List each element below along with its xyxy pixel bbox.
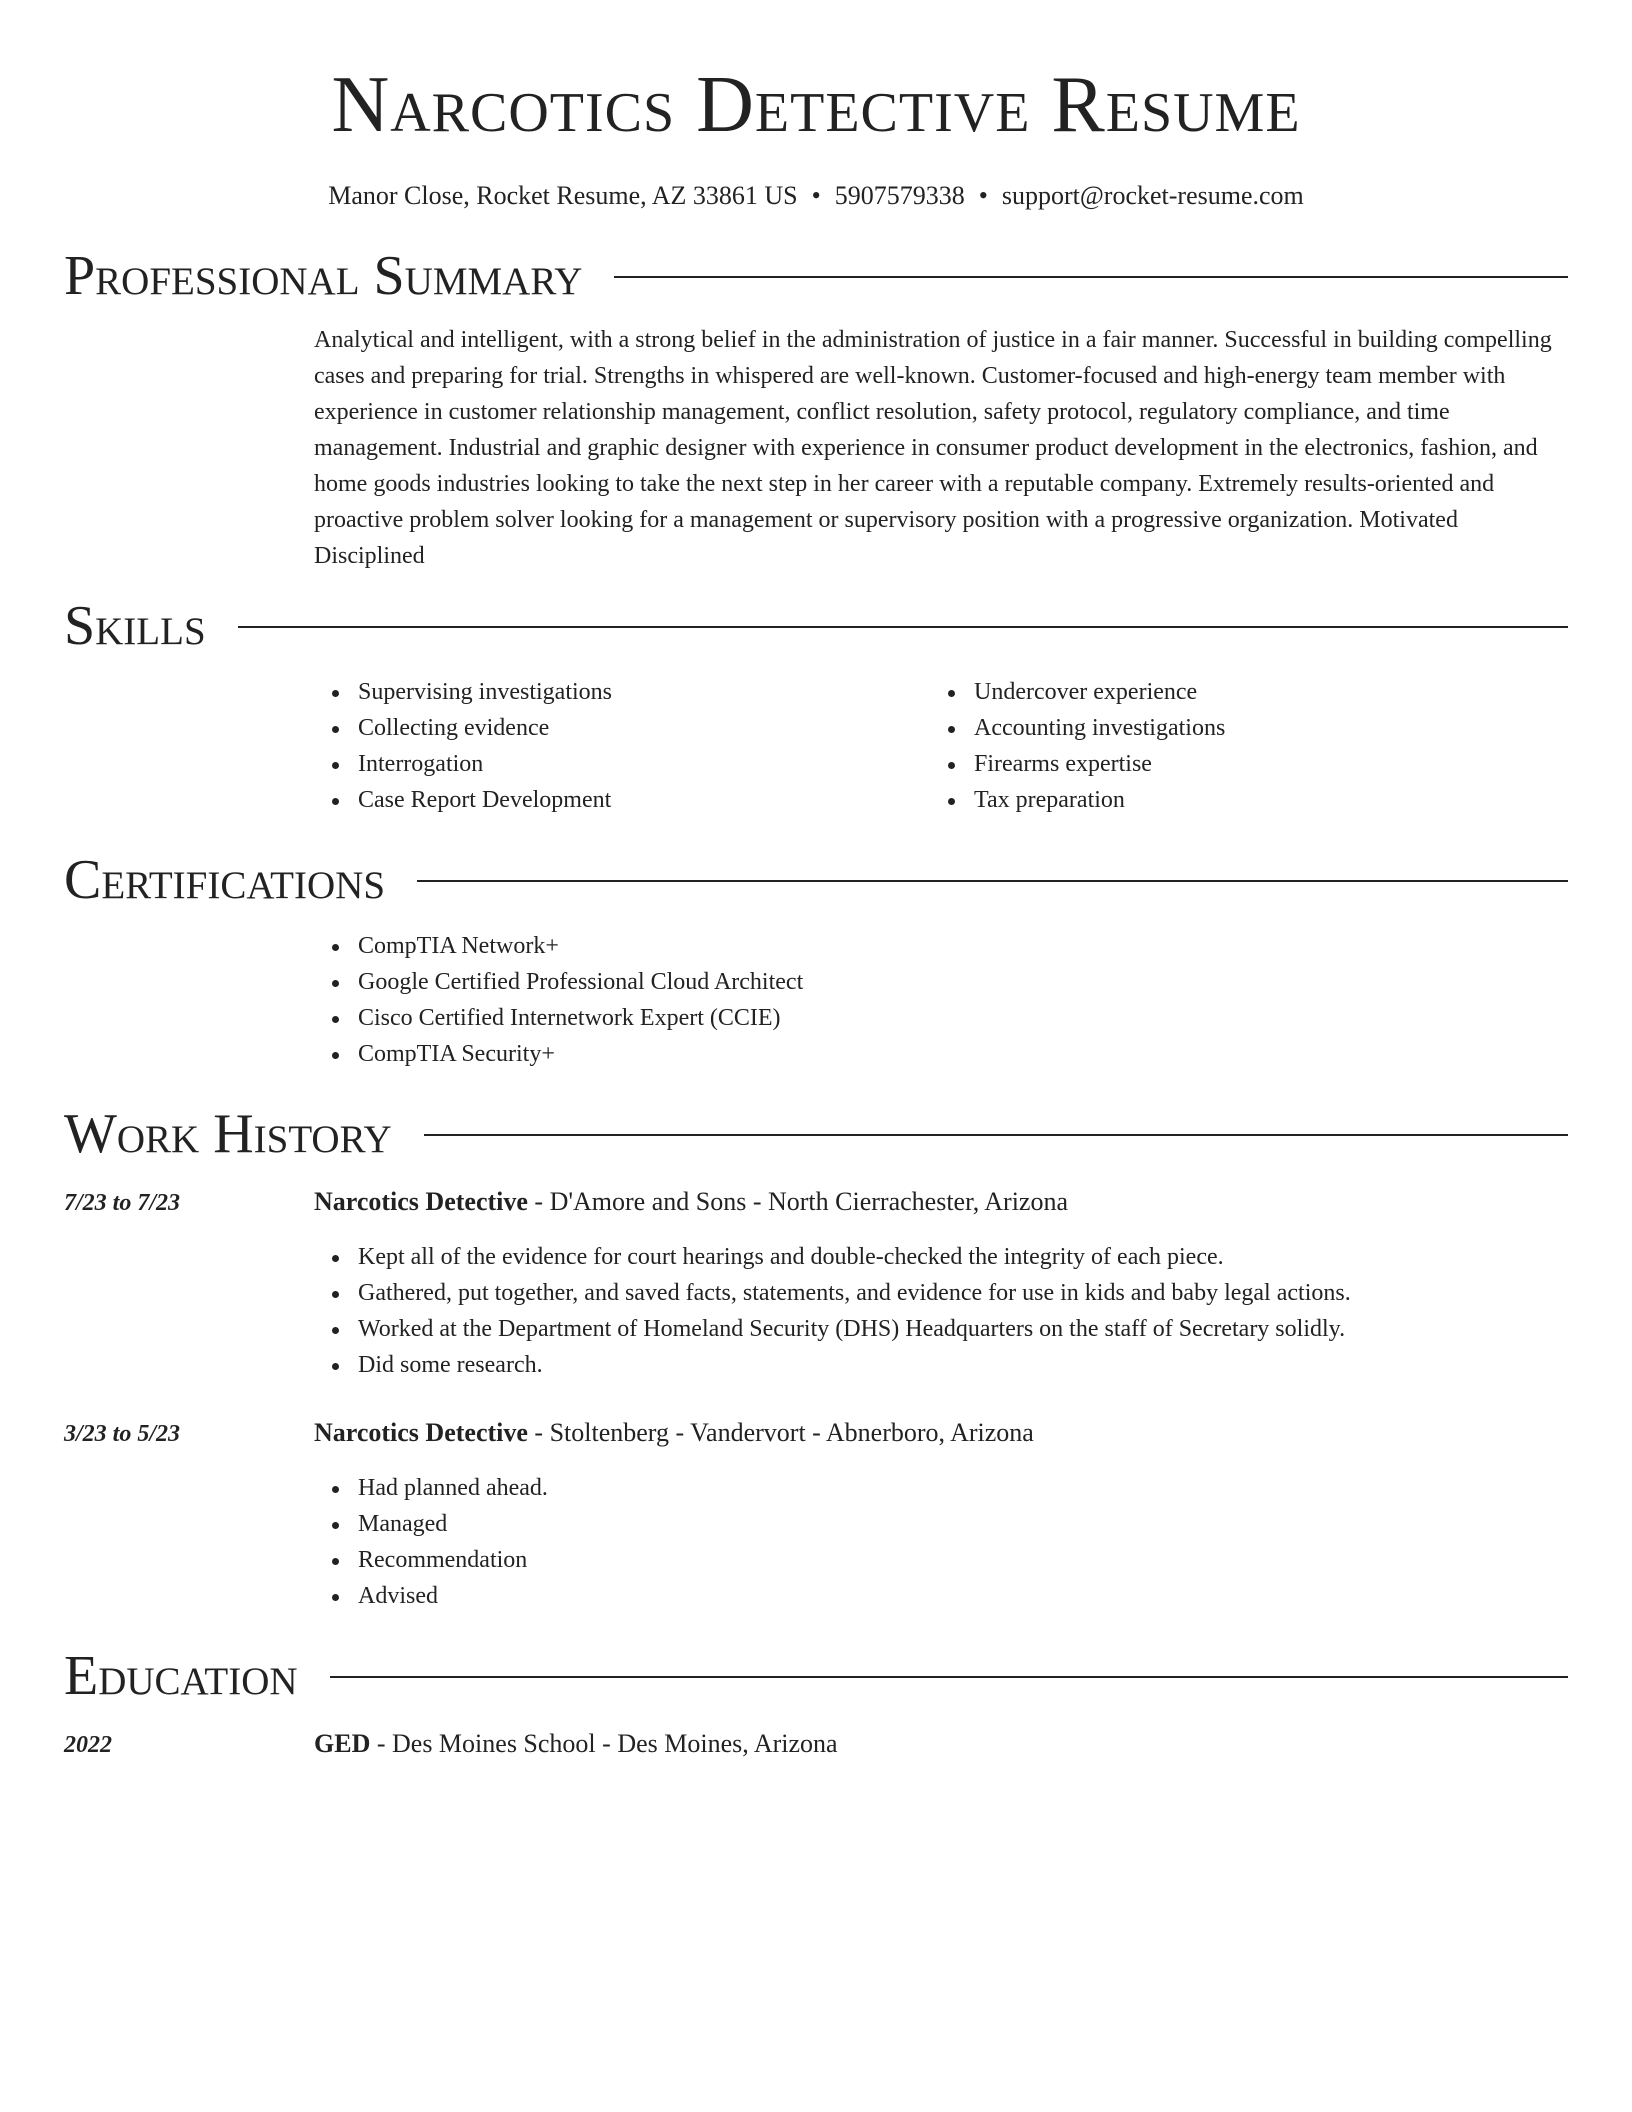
job-bullet: Managed <box>314 1506 1568 1542</box>
section-header <box>64 848 1568 912</box>
skills-list <box>314 674 1568 818</box>
section-header <box>64 594 1568 658</box>
education-entry <box>64 1726 1568 1763</box>
certifications-list <box>314 928 1568 1072</box>
job-title-line <box>314 1415 1034 1451</box>
skill-item: Supervising investigations <box>314 674 930 710</box>
job-dates: 7/23 to 7/23 <box>64 1190 181 1216</box>
section-header <box>64 1102 1568 1166</box>
job-dates: 3/23 to 5/23 <box>64 1421 181 1447</box>
section-work-history <box>64 1102 1568 1614</box>
job-header <box>64 1184 1568 1221</box>
job-body <box>314 1470 1568 1614</box>
skill-item: Undercover experience <box>930 674 1546 710</box>
job-bullet: Worked at the Department of Homeland Security (DHS) Headquarters on the staff of Secretary solidly. <box>314 1311 1568 1347</box>
contact-separator: • <box>978 181 988 210</box>
section-body <box>314 322 1568 574</box>
education-degree: GED <box>314 1729 371 1758</box>
certification-item: Cisco Certified Internetwork Expert (CCIE) <box>314 1000 1568 1036</box>
skill-item: Case Report Development <box>314 782 930 818</box>
section-header <box>64 244 1568 308</box>
education-details: - Des Moines School - Des Moines, Arizona <box>370 1729 838 1758</box>
summary-text: Analytical and intelligent, with a strong belief in the administration of justice in a fair manner. Successful in building compelling cases and preparing for trial. Strengths in whispered are well-known. Customer-focused and high-energy team member with experience in customer relationship management, conflict resolution, safety protocol, regulatory compliance, and time management. Industrial and graphic designer with experience in consumer product development in the electronics, fashion, and home goods industries looking to take the next step in her career with a reputable company. Extremely results-oriented and proactive problem solver looking for a management or supervisory position with a progressive organization. Motivated Disciplined <box>314 327 1552 569</box>
contact-email: support@rocket-resume.com <box>1001 181 1304 210</box>
job-details: - Stoltenberg - Vandervort - Abnerboro, Arizona <box>527 1418 1034 1447</box>
job-bullet: Recommendation <box>314 1542 1568 1578</box>
section-divider <box>238 626 1568 628</box>
skill-item: Firearms expertise <box>930 746 1546 782</box>
job-role: Narcotics Detective <box>314 1187 528 1216</box>
education-date: 2022 <box>64 1732 112 1758</box>
skill-item: Accounting investigations <box>930 710 1546 746</box>
job-bullet: Did some research. <box>314 1347 1568 1383</box>
resume-title: Narcotics Detective Resume <box>331 61 1301 149</box>
job-bullet: Kept all of the evidence for court hearings and double-checked the integrity of each piece. <box>314 1239 1568 1275</box>
job-bullets <box>314 1470 1568 1614</box>
job-bullets <box>314 1239 1568 1383</box>
section-title: Skills <box>64 595 206 657</box>
job-role: Narcotics Detective <box>314 1418 528 1447</box>
section-title: Work History <box>64 1103 392 1165</box>
section-education <box>64 1644 1568 1763</box>
section-skills <box>64 594 1568 818</box>
skill-item: Tax preparation <box>930 782 1546 818</box>
job-bullet: Gathered, put together, and saved facts, statements, and evidence for use in kids and baby legal actions. <box>314 1275 1568 1311</box>
skills-column-left <box>314 674 930 818</box>
section-divider <box>424 1134 1568 1136</box>
skill-item: Interrogation <box>314 746 930 782</box>
job-title-line <box>314 1184 1068 1220</box>
section-divider <box>417 880 1568 882</box>
section-title: Education <box>64 1645 298 1707</box>
contact-phone: 5907579338 <box>834 181 965 210</box>
skills-column-right <box>930 674 1546 818</box>
resume-page <box>64 0 1568 1763</box>
job-entry <box>64 1415 1568 1614</box>
job-bullet: Advised <box>314 1578 1568 1614</box>
contact-address: Manor Close, Rocket Resume, AZ 33861 US <box>328 181 798 210</box>
job-bullet: Had planned ahead. <box>314 1470 1568 1506</box>
section-divider <box>330 1676 1568 1678</box>
education-line <box>314 1726 838 1762</box>
certification-item: CompTIA Security+ <box>314 1036 1568 1072</box>
section-professional-summary <box>64 244 1568 574</box>
skill-item: Collecting evidence <box>314 710 930 746</box>
job-header <box>64 1415 1568 1452</box>
section-header <box>64 1644 1568 1708</box>
job-body <box>314 1239 1568 1383</box>
section-title: Professional Summary <box>64 245 583 307</box>
contact-separator: • <box>811 181 821 210</box>
section-title: Certifications <box>64 849 386 911</box>
certification-item: CompTIA Network+ <box>314 928 1568 964</box>
certification-item: Google Certified Professional Cloud Architect <box>314 964 1568 1000</box>
section-body <box>314 928 1568 1072</box>
job-entry <box>64 1184 1568 1383</box>
section-certifications <box>64 848 1568 1072</box>
section-divider <box>614 276 1568 278</box>
contact-line <box>64 180 1568 212</box>
job-details: - D'Amore and Sons - North Cierrachester, Arizona <box>527 1187 1069 1216</box>
